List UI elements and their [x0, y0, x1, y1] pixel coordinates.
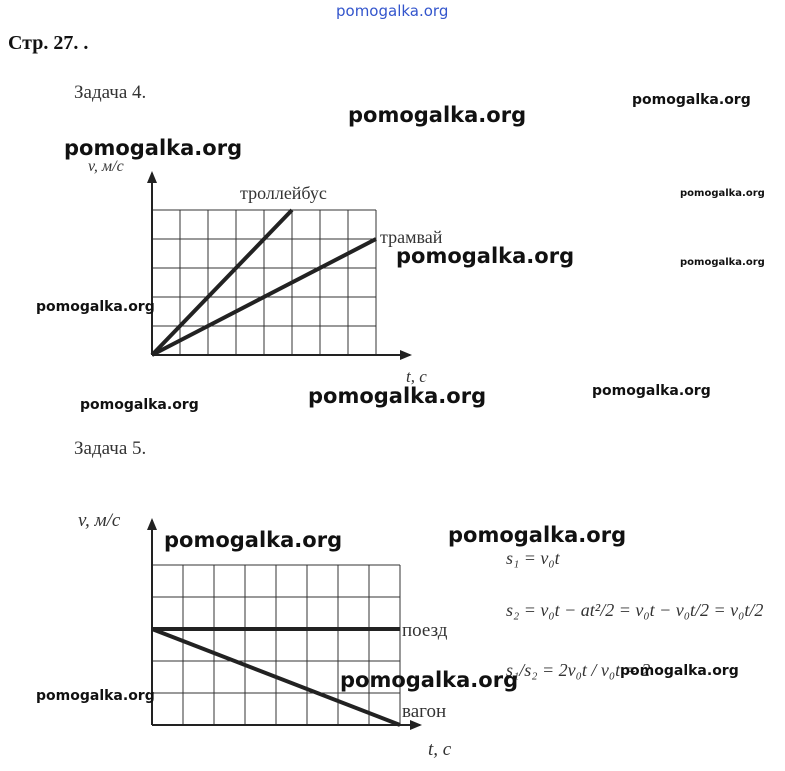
- watermark: pomogalka.org: [36, 688, 155, 704]
- page-number: Стр. 27. .: [8, 32, 89, 54]
- task4-series-label-trolleybus: троллейбус: [240, 183, 327, 203]
- task5-x-axis-label: t, с: [428, 739, 452, 760]
- watermark: pomogalka.org: [632, 92, 751, 108]
- series-line-1: [152, 210, 292, 355]
- formula-line-1: s₁ = v₀t: [506, 548, 560, 568]
- formula-line-3: s₁/s₂ = 2v₀t / v₀t = 2: [506, 660, 651, 680]
- task4-series-label-tram: трамвай: [380, 227, 443, 247]
- task4-x-axis-label: t, c: [406, 367, 427, 386]
- watermark: pomogalka.org: [448, 523, 627, 547]
- watermark: pomogalka.org: [396, 244, 575, 268]
- watermark: pomogalka.org: [80, 397, 199, 413]
- task4-grid: [152, 210, 376, 355]
- watermark: pomogalka.org: [308, 384, 487, 408]
- task4-title: Задача 4.: [74, 82, 147, 103]
- watermark: pomogalka.org: [680, 257, 765, 268]
- watermark: pomogalka.org: [340, 668, 519, 692]
- watermark: pomogalka.org: [64, 136, 243, 160]
- task5-y-axis-label: v, м/с: [78, 510, 121, 531]
- task4-y-arrow: [147, 171, 157, 183]
- watermark: pomogalka.org: [680, 188, 765, 199]
- task4-x-arrow: [400, 350, 412, 360]
- watermark: pomogalka.org: [592, 383, 711, 399]
- watermark: pomogalka.org: [36, 299, 155, 315]
- task5-y-arrow: [147, 518, 157, 530]
- watermark: pomogalka.org: [348, 103, 527, 127]
- formula-line-2: s₂ = v₀t − at²/2 = v₀t − v₀t/2 = v₀t/2: [506, 600, 764, 620]
- watermark: pomogalka.org: [164, 528, 343, 552]
- site-link[interactable]: pomogalka.org: [336, 2, 449, 20]
- task4-y-axis-label: v, м/с: [88, 158, 124, 175]
- task5-series-label-wagon: вагон: [402, 701, 447, 722]
- watermark: pomogalka.org: [620, 663, 739, 679]
- task5-series-label-train: поезд: [402, 620, 448, 641]
- task5-title: Задача 5.: [74, 438, 147, 459]
